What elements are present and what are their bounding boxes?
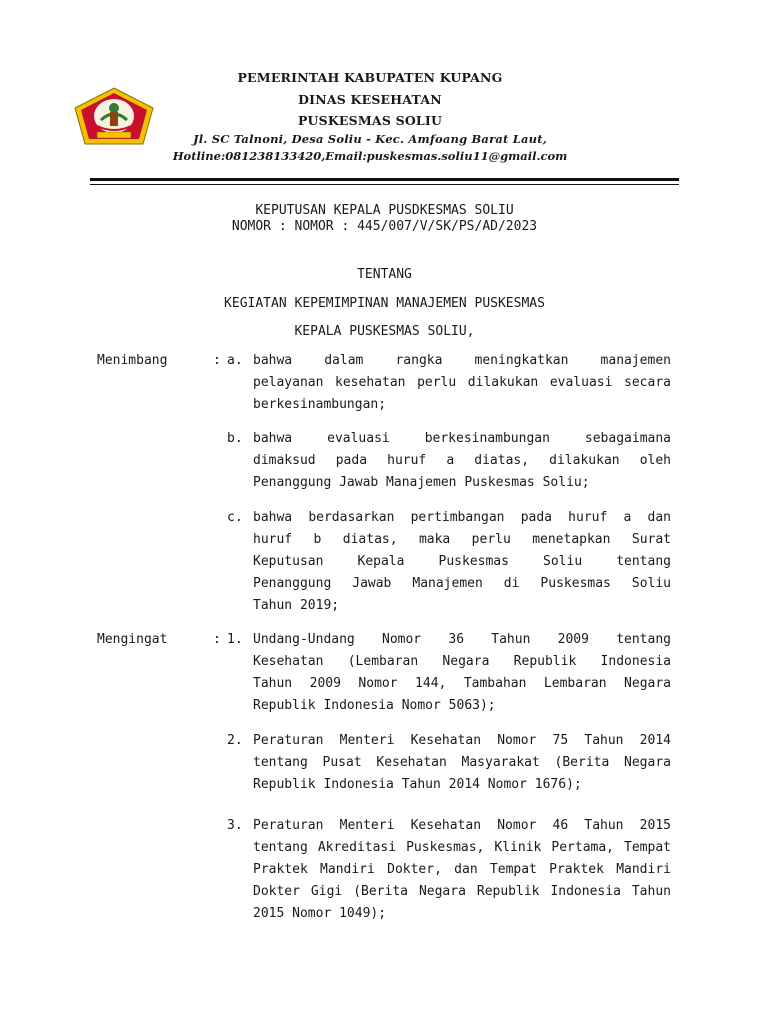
text-line: berkesinambungan;: [253, 397, 387, 412]
text-line: Tahun 2009 Nomor 144, Tambahan Lembaran Negara: [253, 676, 671, 691]
text-line: Keputusan Kepala Puskesmas Soliu tentang: [253, 554, 671, 569]
section-label: Mengingat: [97, 632, 168, 647]
list-marker: 1.: [227, 632, 243, 647]
decree-subject: KEGIATAN KEPEMIMPINAN MANAJEMEN PUSKESMAS: [224, 296, 545, 311]
kupang-regency-emblem-icon: [73, 86, 155, 148]
letterhead-divider-thin: [90, 184, 679, 185]
text-line: Tahun 2019;: [253, 598, 340, 613]
address-line: Jl. SC Talnoni, Desa Soliu - Kec. Amfoang Barat Laut,: [193, 132, 547, 146]
section-colon: :: [213, 353, 221, 368]
text-line: Kesehatan (Lembaran Negara Republik Indonesia: [253, 654, 671, 669]
section-label: Menimbang: [97, 353, 168, 368]
text-line: dimaksud pada huruf a diatas, dilakukan oleh: [253, 453, 671, 468]
list-marker: 3.: [227, 818, 243, 833]
list-marker: a.: [227, 353, 243, 368]
text-line: 2015 Nomor 1049);: [253, 906, 387, 921]
text-line: tentang Akreditasi Puskesmas, Klinik Pertama, Tempat: [253, 840, 671, 855]
text-line: Republik Indonesia Tahun 2014 Nomor 1676);: [253, 777, 582, 792]
health-center-name: PUSKESMAS SOLIU: [297, 113, 443, 128]
contact-line: Hotline:081238133420,Email:puskesmas.soliu11@gmail.com: [172, 149, 568, 163]
text-line: Peraturan Menteri Kesehatan Nomor 75 Tahun 2014: [253, 733, 671, 748]
decree-title: KEPUTUSAN KEPALA PUSDKESMAS SOLIU: [255, 203, 514, 218]
text-line: Penanggung Jawab Manajemen Puskesmas Soliu;: [253, 475, 590, 490]
text-line: tentang Pusat Kesehatan Masyarakat (Berita Negara: [253, 755, 671, 770]
text-line: Peraturan Menteri Kesehatan Nomor 46 Tahun 2015: [253, 818, 671, 833]
text-line: Dokter Gigi (Berita Negara Republik Indonesia Tahun: [253, 884, 671, 899]
department-name: DINAS KESEHATAN: [298, 92, 442, 107]
issuing-official: KEPALA PUSKESMAS SOLIU,: [294, 324, 475, 339]
text-line: Republik Indonesia Nomor 5063);: [253, 698, 496, 713]
list-marker: b.: [227, 431, 243, 446]
text-line: Penanggung Jawab Manajemen di Puskesmas Soliu: [253, 576, 671, 591]
text-line: bahwa evaluasi berkesinambungan sebagaimana: [253, 431, 671, 446]
text-line: huruf b diatas, maka perlu menetapkan Surat: [253, 532, 671, 547]
tentang-heading: TENTANG: [357, 267, 412, 282]
text-line: bahwa berdasarkan pertimbangan pada huruf a dan: [253, 510, 671, 525]
government-name: PEMERINTAH KABUPATEN KUPANG: [237, 70, 503, 85]
text-line: pelayanan kesehatan perlu dilakukan evaluasi secara: [253, 375, 671, 390]
letterhead-divider-thick: [90, 178, 679, 181]
text-line: bahwa dalam rangka meningkatkan manajemen: [253, 353, 671, 368]
list-marker: c.: [227, 510, 243, 525]
decree-number: NOMOR : NOMOR : 445/007/V/SK/PS/AD/2023: [231, 219, 538, 234]
section-colon: :: [213, 632, 221, 647]
text-line: Praktek Mandiri Dokter, dan Tempat Praktek Mandiri: [253, 862, 671, 877]
list-marker: 2.: [227, 733, 243, 748]
text-line: Undang-Undang Nomor 36 Tahun 2009 tentang: [253, 632, 671, 647]
